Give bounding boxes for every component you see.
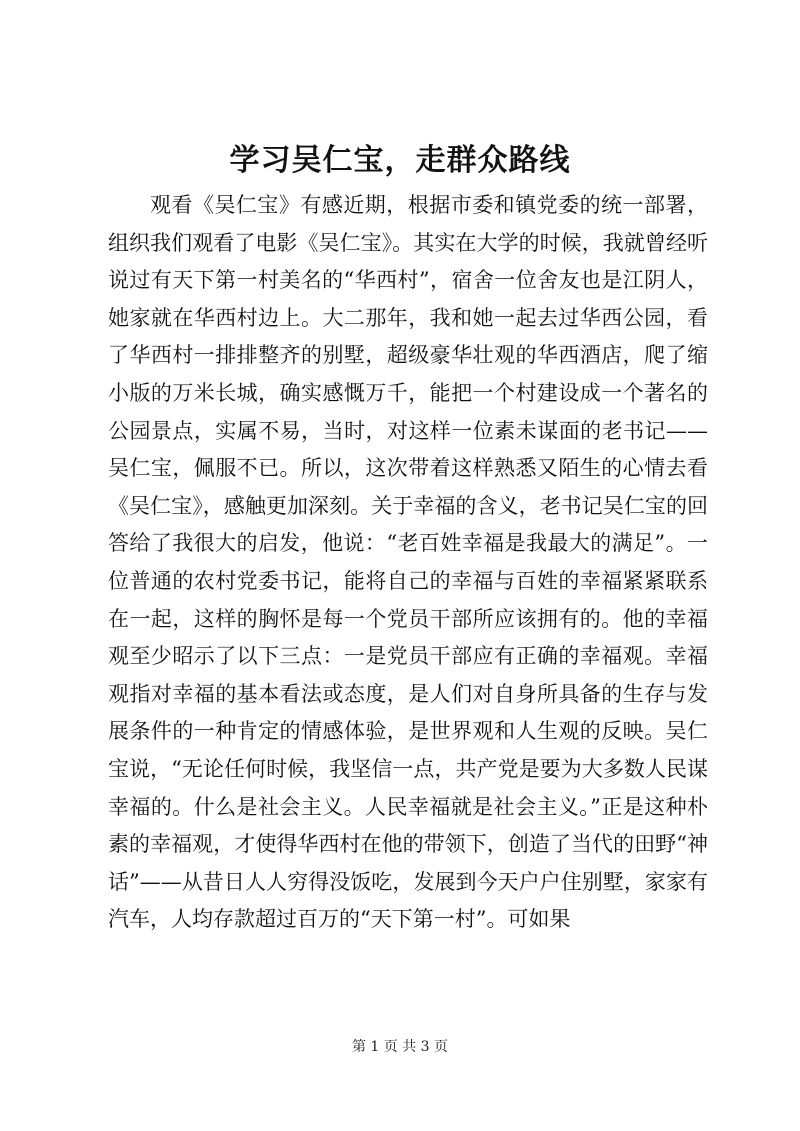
page-number-footer: 第 1 页 共 3 页 [351, 1039, 449, 1055]
document-body: 观看《吴仁宝》有感近期，根据市委和镇党委的统一部署，组织我们观看了电影《吴仁宝》。其实在大学的时候，我就曾经听说过有天下第一村美名的“华西村”，宿舍一位舍友也是江阴人，她家就在华西村边上。大二那年，我和她一起去过华西公园，看了华西村一排排整齐的别墅，超级豪华壮观的华西酒店，爬了缩小版的万米长城，确实感慨万千，能把一个村建设成一个著名的公园景点，实属不易，当时，对这样一位素未谋面的老书记——吴仁宝，佩服不已。所以，这次带着这样熟悉又陌生的心情去看《吴仁宝》，感触更加深刻。关于幸福的含义，老书记吴仁宝的回答给了我很大的启发，他说：“老百姓幸福是我最大的满足”。一位普通的农村党委书记，能将自己的幸福与百姓的幸福紧紧联系在一起，这样的胸怀是每一个党员干部所应该拥有的。他的幸福观至少昭示了以下三点：一是党员干部应有正确的幸福观。幸福观指对幸福的基本看法或态度，是人们对自身所具备的生存与发展条件的一种肯定的情感体验，是世界观和人生观的反映。吴仁宝说，“无论任何时候，我坚信一点，共产党是要为大多数人民谋幸福的。什么是社会主义。人民幸福就是社会主义。”正是这种朴素的幸福观，才使得华西村在他的带领下，创造了当代的田野“神话”——从昔日人人穷得没饭吃，发展到今天户户住别墅，家家有汽车，人均存款超过百万的“天下第一村”。可如果 [108, 193, 708, 932]
document-title: 学习吴仁宝，走群众路线 [229, 143, 571, 178]
